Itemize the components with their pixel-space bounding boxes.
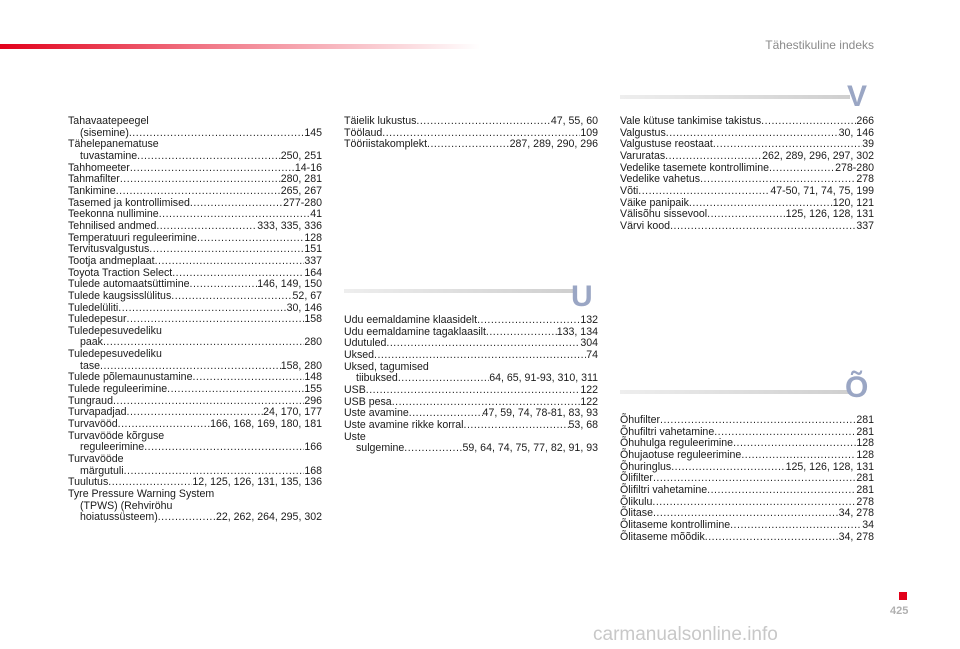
index-entry[interactable]: Teekonna nullimine ..... 41 <box>68 209 322 221</box>
index-entry[interactable]: Uksed ..... 74 <box>344 350 598 362</box>
index-entry[interactable]: Tulede põlemaunustamine ..... 148 <box>68 372 322 384</box>
section-divider-o <box>620 390 850 394</box>
index-entry[interactable]: Tulede automaatsüttimine ..... 146, 149, 150 <box>68 279 322 291</box>
index-entry[interactable]: sulgemine ..... 59, 64, 74, 75, 77, 82, 91, 93 <box>344 443 598 455</box>
red-accent-bar <box>0 44 480 49</box>
index-entry[interactable]: Turvapadjad ..... 24, 170, 177 <box>68 407 322 419</box>
index-entry[interactable]: Töölaud ..... 109 <box>344 128 598 140</box>
index-entry-heading: Tyre Pressure Warning System <box>68 488 215 500</box>
index-entry[interactable]: Õhujaotuse reguleerimine ..... 128 <box>620 450 874 462</box>
watermark-text: carmanualsonline.info <box>593 624 778 645</box>
index-entry[interactable]: tuvastamine ..... 250, 251 <box>68 151 322 163</box>
index-entry[interactable]: Tööriistakomplekt ..... 287, 289, 290, 296 <box>344 139 598 151</box>
index-entry[interactable]: (sisemine) ..... 145 <box>68 128 322 140</box>
index-column-u <box>344 315 598 455</box>
index-entry[interactable]: Õhufilter ..... 281 <box>620 415 874 427</box>
index-entry-heading: Tähelepanematuse <box>68 138 159 151</box>
index-entry[interactable]: Udu eemaldamine tagaklaasilt ..... 133, 134 <box>344 327 598 339</box>
index-entry[interactable]: Õlifilter ..... 281 <box>620 473 874 485</box>
index-entry[interactable]: Vedelike vahetus ..... 278 <box>620 174 874 186</box>
index-entry[interactable]: Õlitaseme mõõdik ..... 34, 278 <box>620 532 874 544</box>
index-entry[interactable]: Tulede kaugsisslülitus ..... 52, 67 <box>68 291 322 303</box>
index-entry-heading: Uksed, tagumised <box>344 360 429 373</box>
index-entry[interactable]: Välisõhu sissevool ..... 125, 126, 128, 131 <box>620 209 874 221</box>
section-letter-o: Õ <box>845 371 869 404</box>
index-entry-heading: Tuledepesuvedeliku <box>68 348 162 361</box>
index-entry[interactable]: Õhufiltri vahetamine ..... 281 <box>620 427 874 439</box>
index-entry[interactable]: Õlitaseme kontrollimine ..... 34 <box>620 520 874 532</box>
index-entry[interactable]: Tootja andmeplaat ..... 337 <box>68 256 322 268</box>
index-column-t-cont <box>344 116 598 151</box>
index-entry[interactable]: Valgustus ..... 30, 146 <box>620 128 874 140</box>
section-divider-u <box>344 289 574 293</box>
index-column-v <box>620 116 874 233</box>
page-number: 425 <box>890 605 909 617</box>
index-entry[interactable]: Täielik lukustus ..... 47, 55, 60 <box>344 116 598 128</box>
index-entry[interactable]: Tuledepesur ..... 158 <box>68 314 322 326</box>
index-entry-heading: Tuledepesuvedeliku <box>68 324 162 337</box>
index-entry[interactable]: Õlikulu ..... 278 <box>620 497 874 509</box>
index-entry[interactable]: Uste avamine rikke korral ..... 53, 68 <box>344 420 598 432</box>
index-entry[interactable]: USB pesa ..... 122 <box>344 397 598 409</box>
index-entry[interactable]: Võti ..... 47-50, 71, 74, 75, 199 <box>620 186 874 198</box>
index-column-t <box>68 116 322 524</box>
index-entry[interactable]: hoiatussüsteem) ..... 22, 262, 264, 295, 302 <box>68 512 322 524</box>
index-entry[interactable]: Tehnilised andmed ..... 333, 335, 336 <box>68 221 322 233</box>
index-entry[interactable]: paak ..... 280 <box>68 337 322 349</box>
index-entry[interactable]: Tuledelüliti ..... 30, 146 <box>68 303 322 315</box>
index-entry[interactable]: Udu eemaldamine klaasidelt ..... 132 <box>344 315 598 327</box>
index-entry[interactable]: Vedelike tasemete kontrollimine ..... 278-280 <box>620 163 874 175</box>
index-entry[interactable]: Tulede reguleerimine ..... 155 <box>68 384 322 396</box>
index-entry[interactable]: Toyota Traction Select ..... 164 <box>68 268 322 280</box>
index-entry[interactable]: Varuratas ..... 262, 289, 296, 297, 302 <box>620 151 874 163</box>
index-entry-heading: Uste <box>344 430 366 443</box>
index-entry[interactable]: Õlifiltri vahetamine ..... 281 <box>620 485 874 497</box>
index-entry[interactable]: Tasemed ja kontrollimised ..... 277-280 <box>68 198 322 210</box>
section-letter-u: U <box>571 280 593 313</box>
page-header-title: Tähestikuline indeks <box>765 38 874 52</box>
index-entry[interactable]: reguleerimine ..... 166 <box>68 442 322 454</box>
index-entry[interactable]: märgutuli ..... 168 <box>68 466 322 478</box>
index-entry[interactable]: Temperatuuri reguleerimine ..... 128 <box>68 233 322 245</box>
index-entry[interactable]: Tahhomeeter ..... 14-16 <box>68 163 322 175</box>
index-entry[interactable]: Õhuringlus ..... 125, 126, 128, 131 <box>620 462 874 474</box>
index-entry[interactable]: Tankimine ..... 265, 267 <box>68 186 322 198</box>
page-marker-square <box>899 592 907 600</box>
index-entry[interactable]: tase ..... 158, 280 <box>68 361 322 373</box>
index-entry[interactable]: Väike panipaik ..... 120, 121 <box>620 198 874 210</box>
index-column-o <box>620 415 874 543</box>
section-letter-v: V <box>847 80 868 113</box>
index-entry[interactable]: Värvi kood ..... 337 <box>620 221 874 233</box>
index-entry[interactable]: Tervitusvalgustus ..... 151 <box>68 244 322 256</box>
index-entry[interactable]: Uste avamine ..... 47, 59, 74, 78-81, 83, 93 <box>344 408 598 420</box>
index-entry[interactable]: Vale kütuse tankimise takistus ..... 266 <box>620 116 874 128</box>
index-entry-heading: Tahavaatepeegel <box>68 115 149 127</box>
index-entry-heading: (TPWS) (Rehviröhu <box>80 499 173 512</box>
index-entry[interactable]: Tungraud ..... 296 <box>68 396 322 408</box>
index-entry[interactable]: Õlitase ..... 34, 278 <box>620 508 874 520</box>
section-divider-v <box>620 95 850 99</box>
index-entry[interactable]: Turvavööd ..... 166, 168, 169, 180, 181 <box>68 419 322 431</box>
index-entry-heading: Turvavööde <box>68 453 124 466</box>
index-entry[interactable]: Õhuhulga reguleerimine ..... 128 <box>620 438 874 450</box>
index-entry[interactable]: Valgustuse reostaat ..... 39 <box>620 139 874 151</box>
index-entry[interactable]: tiibuksed ..... 64, 65, 91-93, 310, 311 <box>344 373 598 385</box>
index-entry-heading: Turvavööde kõrguse <box>68 429 165 442</box>
index-entry[interactable]: Tahmafilter ..... 280, 281 <box>68 174 322 186</box>
index-entry[interactable]: Udutuled ..... 304 <box>344 338 598 350</box>
index-entry[interactable]: Tuulutus ..... 12, 125, 126, 131, 135, 136 <box>68 477 322 489</box>
index-entry[interactable]: USB ..... 122 <box>344 385 598 397</box>
